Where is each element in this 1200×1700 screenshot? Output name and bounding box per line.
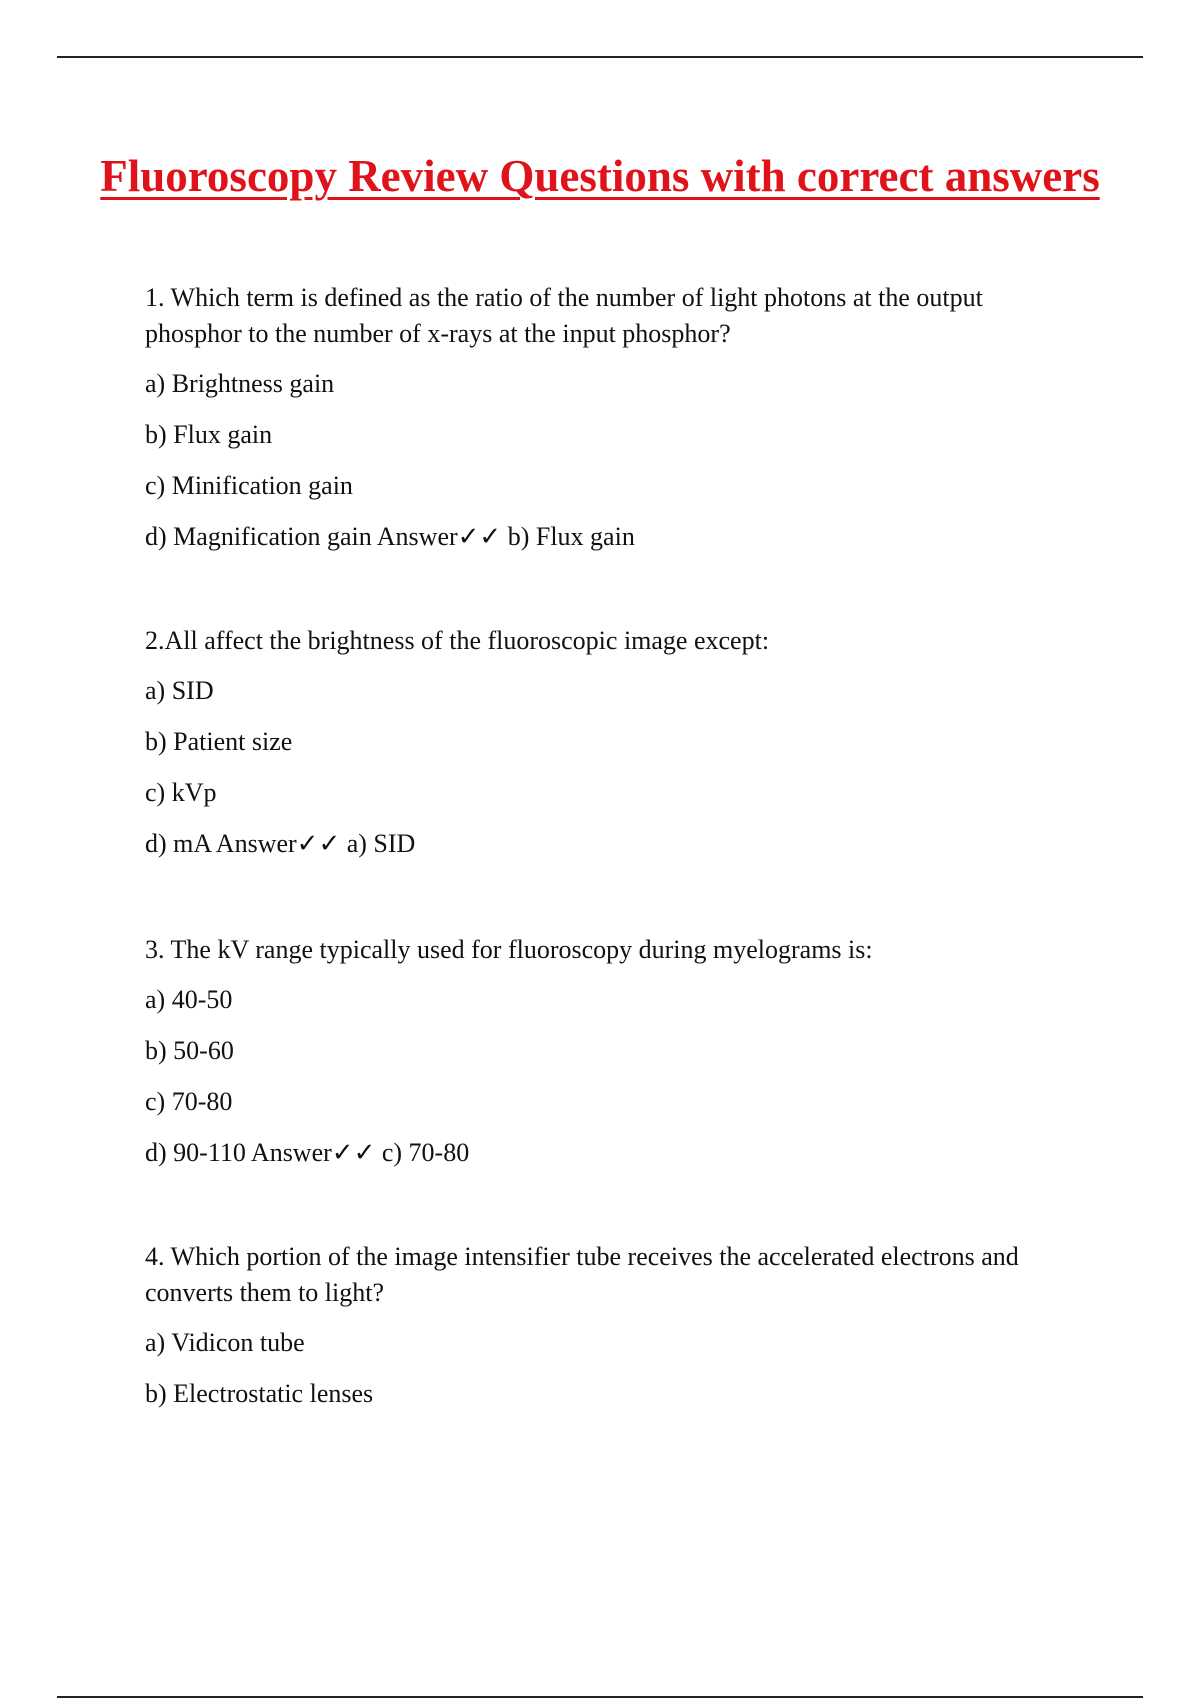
option-b: b) Patient size — [145, 727, 293, 756]
option-c: c) 70-80 — [145, 1087, 233, 1116]
page-title: Fluoroscopy Review Questions with correct answers — [100, 151, 1100, 201]
option-b: b) 50-60 — [145, 1036, 234, 1065]
option-a: a) Vidicon tube — [145, 1328, 305, 1357]
footer-rule — [57, 1696, 1143, 1698]
question-block-1 — [145, 280, 1075, 555]
option-c: c) Minification gain — [145, 471, 353, 500]
question-block-2 — [145, 623, 1075, 862]
option-a: a) Brightness gain — [145, 369, 335, 398]
option-b: b) Flux gain — [145, 420, 273, 449]
option-c: c) kVp — [145, 778, 217, 807]
question-text: 3. The kV range typically used for fluoroscopy during myelograms is: — [145, 935, 873, 964]
question-text: 2.All affect the brightness of the fluoroscopic image except: — [145, 626, 770, 655]
question-text: 1. Which term is defined as the ratio of the number of light photons at the output phosphor to the number of x-rays at the input phosphor? — [145, 283, 983, 348]
option-a: a) 40-50 — [145, 985, 233, 1014]
option-a: a) SID — [145, 676, 214, 705]
option-b: b) Electrostatic lenses — [145, 1379, 374, 1408]
option-d-with-answer: d) 90-110 Answer✓✓ c) 70-80 — [145, 1138, 470, 1167]
question-block-3 — [145, 932, 1075, 1171]
question-block-4 — [145, 1239, 1075, 1412]
option-d-with-answer: d) mA Answer✓✓ a) SID — [145, 829, 416, 858]
header-rule — [57, 56, 1143, 58]
question-text: 4. Which portion of the image intensifier tube receives the accelerated electrons and converts them to light? — [145, 1242, 1019, 1307]
option-d-with-answer: d) Magnification gain Answer✓✓ b) Flux gain — [145, 522, 635, 551]
